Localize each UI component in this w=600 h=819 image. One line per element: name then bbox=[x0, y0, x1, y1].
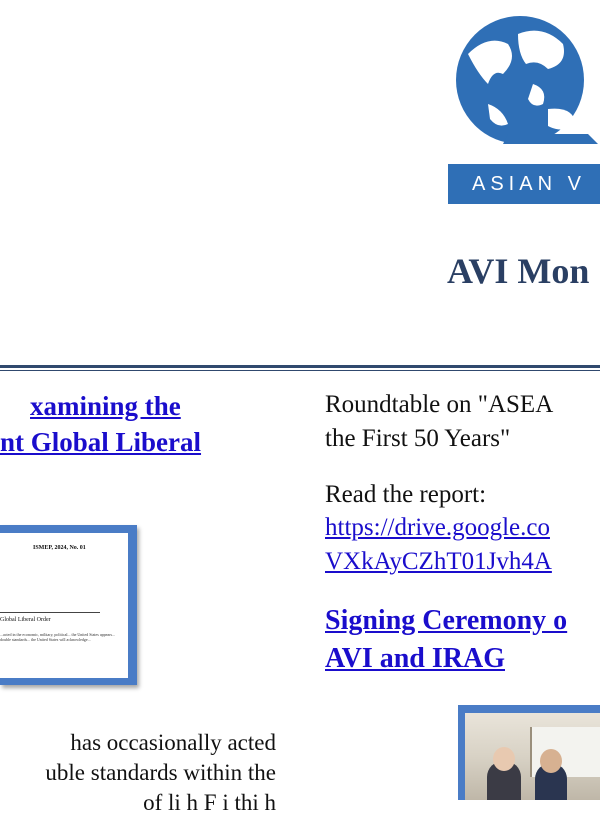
body-line-3: of li h F i thi h bbox=[143, 790, 276, 815]
read-report-label: Read the report: bbox=[325, 481, 487, 508]
report-issue: ISMEP, 2024, No. 01 bbox=[33, 545, 86, 551]
report-thumbnail[interactable] bbox=[0, 525, 137, 685]
globe-icon bbox=[448, 14, 598, 164]
article-title-line-2[interactable]: nt Global Liberal bbox=[0, 427, 202, 457]
photo-head-1 bbox=[493, 747, 515, 771]
logo-text: ASIAN V bbox=[472, 173, 586, 195]
logo-band bbox=[448, 164, 600, 204]
signing-heading-line-2[interactable]: AVI and IRAG bbox=[325, 643, 505, 674]
report-rule bbox=[0, 612, 100, 613]
report-link-line-2[interactable]: VXkAyCZhT01Jvh4A bbox=[325, 548, 552, 575]
divider-rule-thin bbox=[0, 370, 600, 371]
body-line-1: has occasionally acted bbox=[70, 730, 276, 755]
report-subtitle: Global Liberal Order bbox=[0, 617, 51, 623]
signing-photo[interactable] bbox=[458, 705, 600, 800]
roundtable-line-2: the First 50 Years" bbox=[325, 425, 511, 452]
report-link-line-1[interactable]: https://drive.google.co bbox=[325, 514, 550, 541]
report-text: ...acted in the economic, military, political... the United States appears... double standards... the United States will acknowledge... bbox=[0, 632, 116, 642]
photo-head-2 bbox=[540, 749, 562, 773]
asian-vision-logo bbox=[448, 0, 600, 205]
report-page bbox=[0, 533, 128, 678]
roundtable-line-1: Roundtable on "ASEA bbox=[325, 391, 554, 418]
photo-scene bbox=[465, 713, 600, 800]
signing-heading-line-1[interactable]: Signing Ceremony o bbox=[325, 605, 568, 636]
body-line-2: uble standards within the bbox=[45, 760, 276, 785]
divider-rule bbox=[0, 365, 600, 368]
article-title-line-1[interactable]: xamining the bbox=[30, 391, 181, 421]
page-title: AVI Mon bbox=[447, 251, 590, 291]
